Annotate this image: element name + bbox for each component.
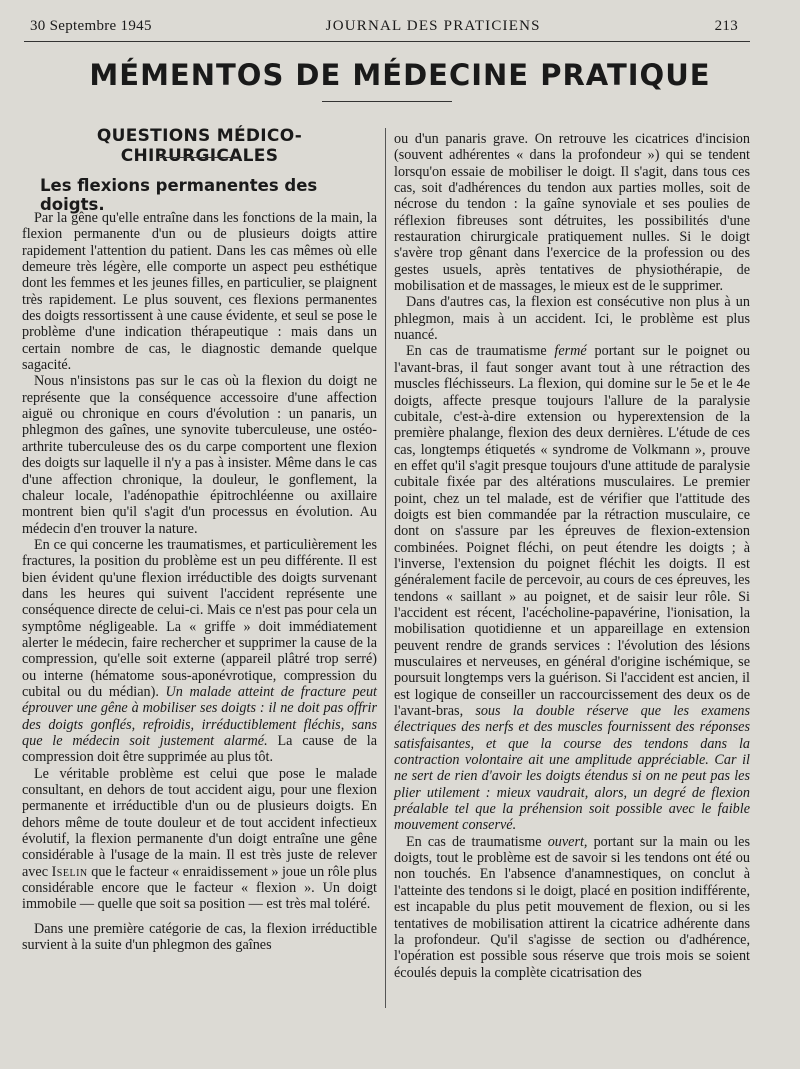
section-rule [160, 157, 234, 158]
title-rule [322, 101, 452, 102]
page-number: 213 [714, 18, 738, 34]
article-title: Les flexions permanentes des doigts. [40, 176, 318, 214]
section-title: QUESTIONS MÉDICO-CHIRURGICALES [96, 126, 303, 166]
left-column [22, 210, 377, 953]
italic-text: ouvert, [547, 833, 588, 850]
header-rule [24, 41, 750, 42]
author-name: Iselin [51, 863, 88, 880]
italic-text: Un malade atteint de fracture peut éprouver une gêne à mobiliser ses doigts : il ne doit pas offrir des doigts gonflés, refroidis, irréductiblement fléchis, sans que le médecin soit justement alarmé. [22, 683, 377, 749]
paragraph: En cas de traumatisme ouvert, portant sur la main ou les doigts, tout le problème est de savoir si les tendons ont été ou non touchés. En l'absence d'anamnestiques, on conclut à l'atteinte des tendons si le doigt, placé en position indifférente, est incapable du plus petit mouvement de flexion, ou si les tentatives de mobilisation attirent la cicatrice adhérente dans la profondeur. Qu'il s'agisse de section ou d'adhérence, l'opération est possible sous réserve que trois mois se soient écoulés depuis la complète cicatrisation des [394, 833, 750, 981]
paragraph: En ce qui concerne les traumatismes, et particulièrement les fractures, la position du problème est un peu différente. Il est bien évident qu'une flexion irréductible des doigts survenant dans les heures qui suivent l'accident représente une conséquence directe de celui-ci. Mais ce n'est pas pour cela un symptôme négligeable. La « griffe » doit immédiatement alerter le médecin, faire rechercher et supprimer la cause de la compression, qu'elle soit externe (appareil plâtré trop serré) ou interne (hématome sous-aponévrotique, compression du cubital ou du médian). Un malade atteint de fracture peut éprouver une gêne à mobiliser ses doigts : il ne doit pas offrir des doigts gonflés, refroidis, irréductiblement fléchis, sans que le médecin soit justement alarmé. La cause de la compression doit être supprimée au plus tôt. [22, 536, 377, 766]
paragraph: En cas de traumatisme fermé portant sur le poignet ou l'avant-bras, il faut songer avant tout à une rétraction des muscles fléchisseurs. La flexion, qui domine sur le 5e et le 4e doigts, affecte presque toujours l'allure de la paralysie cubitale, c'est-à-dire extension ou hyperextension de la première phalange, flexion des deux dernières. L'étude de ces cas, longtemps étiquetés « syndrome de Volkmann », prouve en effet qu'il s'agit presque toujours d'une attitude de paralysie cubitale fixée par des altérations musculaires. Le premier point, chez un tel malade, est de vérifier que l'attitude des doigts est bien commandée par la rétraction musculaire, ce dont on s'assure par les épreuves de flexion-extension combinées. Poignet fléchi, on peut étendre les doigts ; à l'inverse, l'extension du poignet fléchit les doigts. Il est généralement facile de percevoir, au cours de ces épreuves, les tendons « saillant » au poignet, et de saisir leur rôle. Si l'accident est récent, l'acécholine-papavérine, l'ionisation, la mobilisation quotidienne et un appareillage en extension peuvent rendre de grands services : l'évolution des lésions musculaires et nerveuses, en général d'origine ischémique, se poursuit longtemps vers la guérison. Si l'accident est ancien, il est logique de conseiller un raccourcissement des deux os de l'avant-bras, sous la double réserve que les examens électriques des nerfs et des muscles fournissent des réponses satisfaisantes, et que la course des tendons dans la contraction volontaire ait une amplitude appréciable. Car il ne sert de rien d'avoir les doigts étendus si on ne peut pas les plier utilement : mieux vaudrait, alors, un degré de flexion préalable tel que la préhension soit possible avec le faible mouvement conservé. [394, 343, 751, 834]
column-divider [385, 128, 386, 1008]
italic-text: fermé [554, 343, 587, 360]
paragraph: Dans une première catégorie de cas, la flexion irréductible survient à la suite d'un phlegmon des gaînes [22, 920, 377, 954]
paragraph: Nous n'insistons pas sur le cas où la flexion du doigt ne représente que la conséquence accessoire d'une affection aiguë ou chronique en cours d'évolution : un panaris, un phlegmon des gaînes, une synovite tuberculeuse, une ostéo-arthrite tuberculeuse des os du carpe comportent une flexion des doigts sur laquelle il n'y a pas à insister. Même dans le cas d'une affection chronique, la douleur, le gonflement, la chaleur locale, l'adénopathie épitrochléenne ou axillaire montrent bien qu'il s'agit d'un processus en évolution. Au médecin d'en trouver la nature. [22, 373, 377, 537]
main-title: MÉMENTOS DE MÉDECINE PRATIQUE [89, 58, 711, 92]
paragraph: ou d'un panaris grave. On retrouve les cicatrices d'incision (souvent adhérentes « dans la profondeur ») qui se tendent lorsqu'on essaie de mobiliser le doigt. Il s'agit, dans tous ces cas, soit d'adhérences du tendon aux parties molles, soit de nécrose du tendon : la gaîne synoviale et ses poulies de réflexion fibreuses sont détruites, les possibilités d'une restauration chirurgicale pratiquement nulles. Si le doigt s'avère trop gênant dans l'exercice de la profession ou des gestes usuels, après tentatives de physiothérapie, de mobilisation et de massages, le mieux est de le supprimer. [394, 131, 750, 295]
paragraph: Dans d'autres cas, la flexion est consécutive non plus à un phlegmon, mais à un accident. Ici, le problème est plus nuancé. [394, 294, 750, 344]
issue-date: 30 Septembre 1945 [30, 18, 152, 34]
right-column [394, 131, 750, 981]
paragraph: Par la gêne qu'elle entraîne dans les fonctions de la main, la flexion permanente d'un ou de plusieurs doigts attire rapidement l'attention du patient. Dans les cas mêmes où elle demeure très légère, elle comporte un aspect peu esthétique dont les femmes et les jeunes filles, en particulier, se plaignent très rapidement. Le plus souvent, ces flexions permanentes des doigts ressortissent à une cause évidente, et seul se pose le problème d'une indication thérapeutique : mais dans un certain nombre de cas, le diagnostic demande quelque sagacité. [22, 210, 377, 374]
paragraph: Le véritable problème est celui que pose le malade consultant, en dehors de tout accident aigu, pour une flexion permanente et irréductible d'un ou de plusieurs doigts. En dehors même de toute douleur et de tout accident infectieux évolutif, la flexion permanente d'un doigt entraîne une gêne considérable à l'usage de la main. Il est très juste de relever avec Iselin que le facteur « enraidissement » joue un rôle plus considérable encore que le facteur « flexion ». Un doigt immobile — quelle que soit sa position — est très mal toléré. [22, 765, 378, 913]
running-header [30, 18, 738, 35]
journal-name: JOURNAL DES PRATICIENS [325, 18, 541, 34]
italic-text: sous la double réserve que les examens électriques des nerfs et des muscles fournissent des réponses satisfaisantes, et que la course des tendons dans la contraction volontaire ait une amplitude appréciable. Car il ne sert de rien d'avoir les doigts étendus si on ne peut pas les plier utilement : mieux vaudrait, alors, un degré de flexion préalable tel que la préhension soit possible avec le faible mouvement conservé. [394, 703, 750, 834]
